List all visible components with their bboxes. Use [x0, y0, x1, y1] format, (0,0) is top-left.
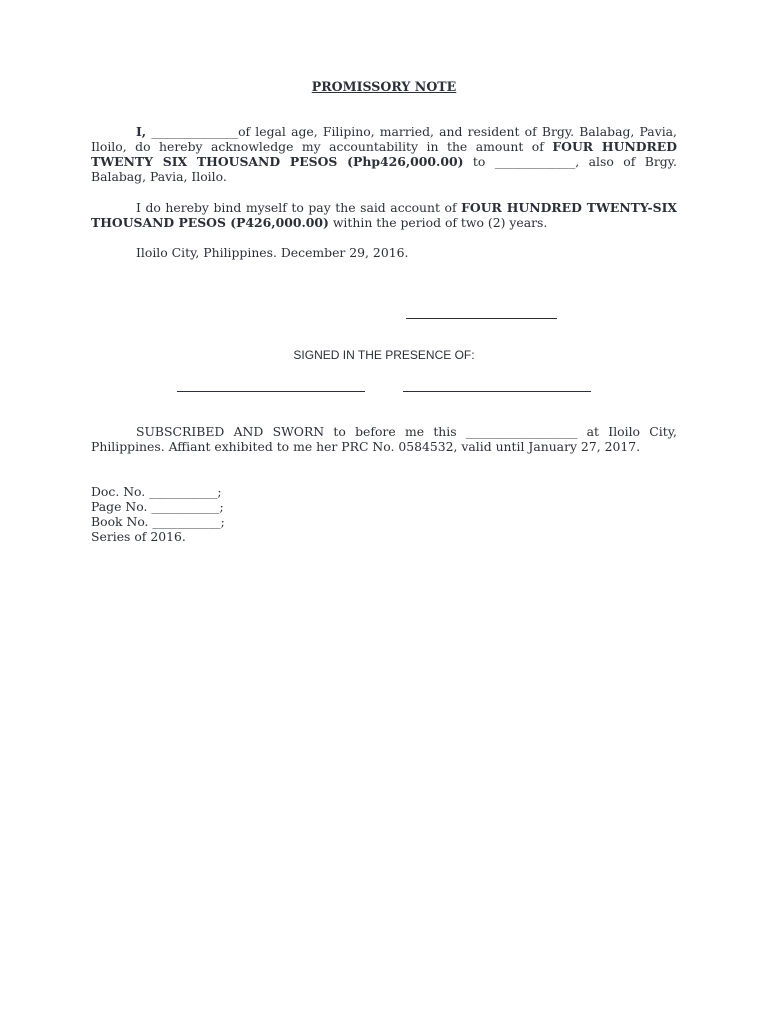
loan-amount: FOUR HUNDRED TWENTY SIX THOUSAND PESOS (Php426,000.00) — [91, 139, 677, 169]
page-no-entry: Page No. ___________; — [91, 499, 224, 514]
creditor-name-blank: _____________ — [494, 154, 576, 169]
witness-signature-line-1 — [177, 391, 365, 392]
payment-period: within the period of two (2) years. — [328, 215, 548, 230]
notarial-text: SUBSCRIBED AND SWORN to before me this — [136, 424, 466, 439]
payment-paragraph — [91, 200, 677, 230]
doc-no-entry: Doc. No. ___________; — [91, 484, 222, 499]
place-date-paragraph — [91, 245, 677, 260]
book-no-entry: Book No. ___________; — [91, 514, 225, 529]
notarial-paragraph — [91, 424, 677, 454]
paragraph-pronoun: I, — [136, 124, 147, 139]
place-date: Iloilo City, Philippines. December 29, 2016. — [136, 245, 409, 260]
payment-amount: FOUR HUNDRED TWENTY-SIX THOUSAND PESOS (P426,000.00) — [91, 200, 677, 230]
document-title: PROMISSORY NOTE — [311, 79, 457, 94]
signed-presence-heading: SIGNED IN THE PRESENCE OF: — [293, 348, 475, 362]
acknowledgement-text: of legal age, Filipino, married, and resident of Brgy. Balabag, Pavia, Iloilo, do hereby acknowledge my accountability in the amount of — [91, 124, 677, 154]
series-entry: Series of 2016. — [91, 529, 186, 544]
witness-signature-line-2 — [403, 391, 591, 392]
acknowledgement-paragraph — [91, 124, 677, 184]
debtor-name-blank: ______________ — [151, 124, 239, 139]
payment-text: I do hereby bind myself to pay the said account of — [136, 200, 462, 215]
acknowledgement-ending: , also of Brgy. Balabag, Pavia, Iloilo. — [91, 154, 677, 184]
acknowledgement-to: to — [463, 154, 495, 169]
debtor-signature-line — [406, 318, 557, 319]
notarial-date-blank: __________________ — [465, 424, 578, 439]
notarial-text-ending: at Iloilo City, Philippines. Affiant exhibited to me her PRC No. 0584532, valid until January 27, 2017. — [91, 424, 677, 454]
